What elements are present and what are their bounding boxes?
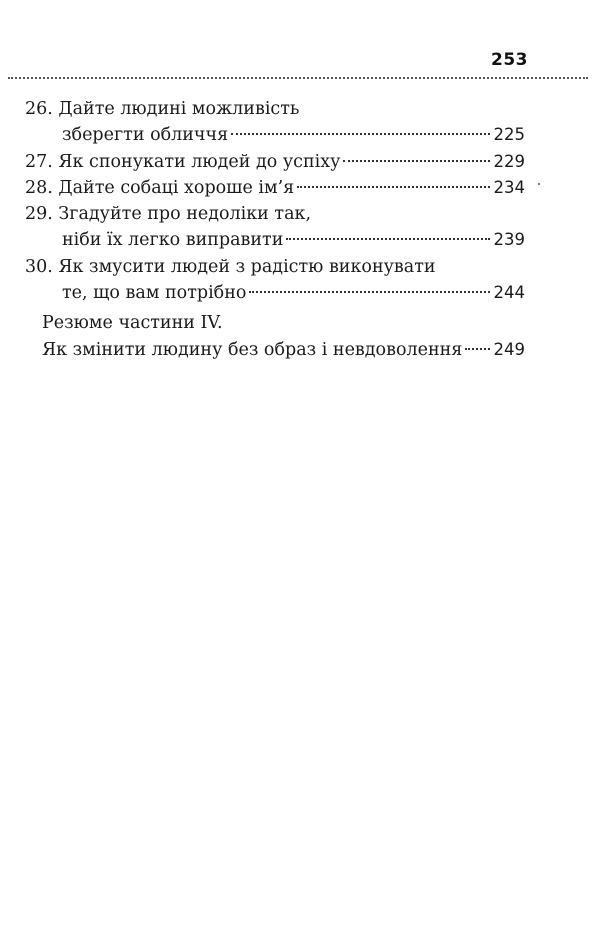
toc-entry-page: 239 — [493, 230, 525, 250]
toc-entry-page: 225 — [493, 125, 525, 145]
toc-summary-heading: Резюме частини IV. — [42, 313, 223, 334]
toc-entry-title: 28. Дайте собаці хороше ім’я — [25, 177, 295, 198]
header-divider — [8, 77, 588, 79]
toc-entry-30 — [25, 254, 525, 307]
dot-leader — [297, 186, 489, 188]
toc-entry-page: 234 — [493, 177, 525, 197]
table-of-contents — [25, 96, 525, 363]
dot-leader — [465, 348, 489, 350]
toc-entry-28 — [25, 175, 525, 201]
toc-entry-26 — [25, 96, 525, 149]
dot-leader — [343, 160, 489, 162]
toc-entry-title-continued: те, що вам потрібно — [62, 283, 247, 304]
toc-summary-page: 249 — [493, 339, 525, 359]
toc-entry-title-continued: зберегти обличчя — [62, 125, 229, 146]
toc-entry-29 — [25, 201, 525, 254]
toc-entry-title-continued: ніби їх легко виправити — [62, 230, 284, 251]
toc-entry-title: 27. Як спонукати людей до успіху — [25, 151, 341, 172]
toc-entry-page: 229 — [493, 151, 525, 171]
toc-entry-title: 26. Дайте людині можливість — [25, 99, 300, 119]
toc-entry-title: 30. Як змусити людей з радістю виконувати — [25, 256, 436, 277]
dot-leader — [286, 238, 489, 240]
dot-leader — [249, 291, 489, 293]
toc-entry-27 — [25, 149, 525, 175]
toc-summary-entry — [25, 310, 525, 363]
dust-speck — [538, 183, 540, 185]
toc-entry-page: 244 — [493, 283, 525, 303]
toc-summary-title: Як змінити людину без образ і невдоволення — [42, 339, 463, 360]
dot-leader — [231, 133, 489, 135]
toc-entry-title: 29. Згадуйте про недоліки так, — [25, 204, 312, 225]
page-number: 253 — [491, 50, 528, 70]
